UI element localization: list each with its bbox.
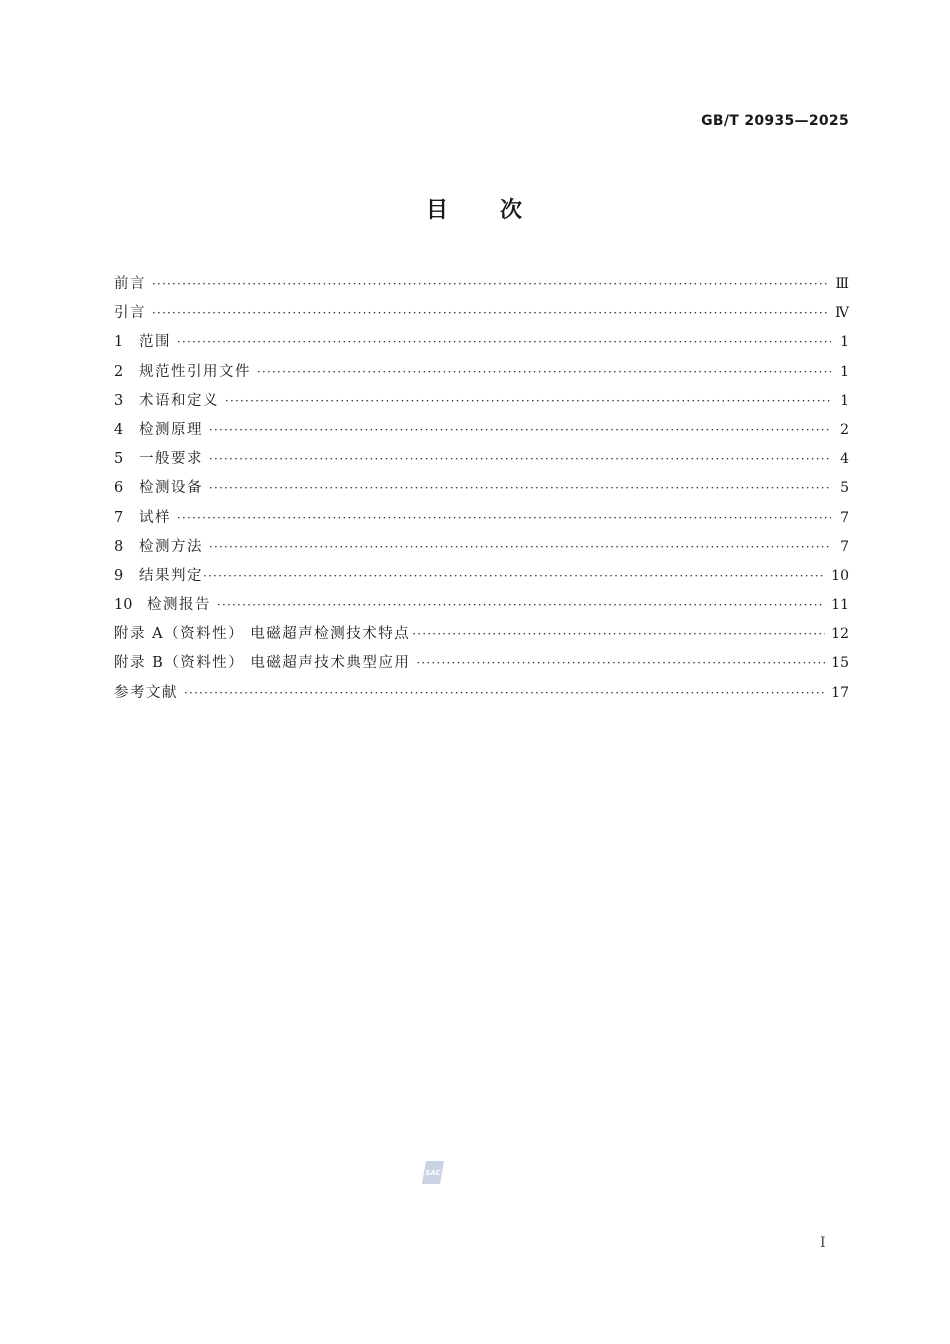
toc-leader (152, 270, 829, 299)
toc-number: 6 (114, 480, 124, 497)
toc-label: 检测设备 (139, 480, 203, 497)
sac-watermark-logo (421, 1160, 445, 1185)
toc-number: 3 (114, 392, 124, 409)
toc-item-5[interactable] (114, 445, 849, 474)
toc-page: 15 (831, 655, 849, 672)
toc-label: 附录 A（资料性） 电磁超声检测技术特点 (114, 626, 411, 643)
toc-item-7[interactable] (114, 504, 849, 533)
toc-number: 10 (114, 597, 133, 614)
toc-item-6[interactable] (114, 474, 849, 503)
toc-label: 参考文献 (114, 684, 178, 701)
page-number: Ⅰ (820, 1235, 826, 1251)
toc-label: 附录 B（资料性） 电磁超声技术典型应用 (114, 655, 411, 672)
toc-leader (152, 299, 829, 328)
toc-label: 检测报告 (147, 597, 211, 614)
toc-item-2[interactable] (114, 358, 849, 387)
toc-item-10[interactable] (114, 591, 849, 620)
toc-page: 4 (840, 451, 849, 468)
toc-label: 引言 (114, 305, 146, 322)
toc-number: 1 (114, 334, 124, 351)
toc-item-8[interactable] (114, 533, 849, 562)
toc-number: 7 (114, 509, 124, 526)
toc-leader (184, 679, 825, 708)
toc-page: 1 (840, 392, 849, 409)
toc-item-3[interactable] (114, 387, 849, 416)
toc-number: 5 (114, 451, 124, 468)
toc-item-4[interactable] (114, 416, 849, 445)
toc-number: 2 (114, 363, 124, 380)
toc-item-foreword[interactable] (114, 270, 849, 299)
watermark-text: SAC (425, 1169, 441, 1177)
toc-label: 结果判定 (139, 567, 203, 584)
toc-leader (209, 445, 831, 474)
toc-item-appendix-b[interactable] (114, 649, 849, 678)
toc-leader (412, 620, 825, 649)
toc-label: 一般要求 (139, 451, 203, 468)
toc-label: 规范性引用文件 (139, 363, 251, 380)
toc-label: 检测原理 (139, 421, 203, 438)
toc-label: 术语和定义 (139, 392, 219, 409)
toc-item-introduction[interactable] (114, 299, 849, 328)
toc-page: 7 (840, 509, 849, 526)
toc-leader (209, 533, 831, 562)
table-of-contents (114, 270, 849, 708)
toc-page: 12 (831, 626, 849, 643)
toc-leader (177, 504, 831, 533)
standard-code: GB/T 20935—2025 (701, 113, 849, 129)
toc-label: 试样 (139, 509, 171, 526)
toc-page: 10 (831, 567, 849, 584)
toc-page: 5 (840, 480, 849, 497)
page-title (0, 193, 950, 224)
toc-label: 检测方法 (139, 538, 203, 555)
toc-item-9[interactable] (114, 562, 849, 591)
toc-page: 1 (840, 334, 849, 351)
toc-page: 7 (840, 538, 849, 555)
toc-page: Ⅳ (835, 305, 849, 322)
toc-page: 11 (831, 597, 849, 614)
toc-leader (416, 649, 825, 678)
toc-page: 1 (840, 363, 849, 380)
toc-item-references[interactable] (114, 679, 849, 708)
toc-page: 17 (831, 684, 849, 701)
toc-leader (225, 387, 831, 416)
toc-item-1[interactable] (114, 328, 849, 357)
title-char-1: 目 (425, 198, 450, 223)
toc-item-appendix-a[interactable] (114, 620, 849, 649)
toc-leader (203, 562, 825, 591)
toc-leader (217, 591, 825, 620)
toc-page: Ⅲ (835, 276, 849, 292)
title-char-2: 次 (500, 198, 525, 223)
toc-leader (177, 328, 831, 357)
toc-leader (209, 474, 831, 503)
toc-label: 前言 (114, 276, 146, 292)
toc-page: 2 (840, 421, 849, 438)
toc-leader (209, 416, 831, 445)
toc-number: 9 (114, 567, 124, 584)
toc-leader (257, 358, 831, 387)
toc-label: 范围 (139, 334, 171, 351)
toc-number: 4 (114, 421, 124, 438)
toc-number: 8 (114, 538, 124, 555)
